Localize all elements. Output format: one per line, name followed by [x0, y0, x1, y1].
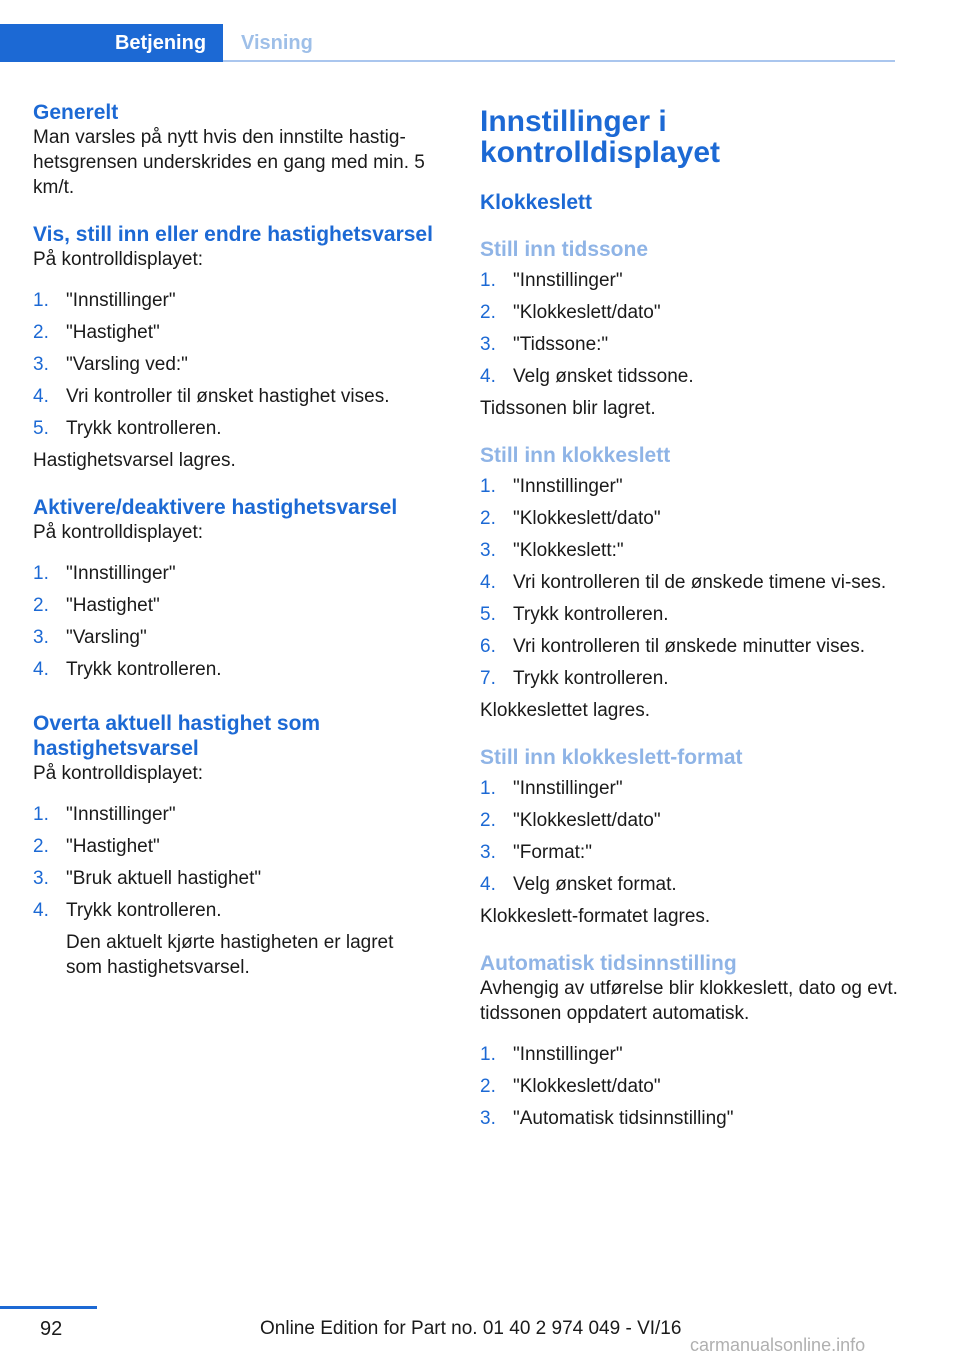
step-number: 2.: [480, 810, 496, 831]
step-number: 2.: [33, 836, 49, 857]
step-text: "Innstillinger": [513, 1044, 623, 1065]
step-number: 2.: [480, 1076, 496, 1097]
step-text: Trykk kontrolleren.: [513, 668, 669, 689]
step-text: "Format:": [513, 842, 592, 863]
steps-list-vis: [33, 288, 433, 441]
step-item: [480, 872, 900, 897]
step-item: [480, 808, 900, 833]
steps-list-overta: [33, 802, 433, 923]
steps-list-tidssone: [480, 268, 900, 389]
step-item: [33, 898, 433, 923]
step-text: "Automatisk tidsinnstilling": [513, 1108, 734, 1129]
step-number: 4.: [480, 572, 496, 593]
step-number: 4.: [480, 366, 496, 387]
step-text: Vri kontroller til ønsket hastighet vises.: [66, 386, 390, 407]
step-item: [480, 634, 900, 659]
step-text: "Klokkeslett/dato": [513, 302, 661, 323]
result-text: Hastighetsvarsel lagres.: [33, 450, 236, 471]
step-text: Velg ønsket format.: [513, 874, 677, 895]
step-note: Den aktuelt kjørte hastigheten er lagret som hastighetsvarsel.: [66, 932, 394, 978]
step-item: [480, 506, 900, 531]
right-column: [480, 100, 900, 1138]
step-number: 3.: [480, 842, 496, 863]
step-item: [33, 834, 433, 859]
step-text: Trykk kontrolleren.: [66, 900, 222, 921]
step-item: [480, 300, 900, 325]
step-number: 2.: [480, 508, 496, 529]
step-number: 1.: [480, 476, 496, 497]
generelt-text: Man varsles på nytt hvis den innstilte hastig-hetsgrensen underskrides en gang med min. 5 km/t.: [33, 127, 425, 198]
step-number: 3.: [480, 1108, 496, 1129]
step-item: [480, 602, 900, 627]
step-text: "Tidssone:": [513, 334, 609, 355]
page-header: [0, 0, 960, 64]
step-number: 1.: [480, 778, 496, 799]
step-item: [33, 352, 433, 377]
automatisk-text: Avhengig av utførelse blir klokkeslett, dato og evt. tidssonen oppdatert automatisk.: [480, 978, 898, 1024]
step-text: "Innstillinger": [66, 804, 176, 825]
step-text: Trykk kontrolleren.: [66, 659, 222, 680]
step-text: "Innstillinger": [513, 476, 623, 497]
step-item: [480, 268, 900, 293]
step-item: [33, 288, 433, 313]
step-number: 1.: [33, 804, 49, 825]
steps-list-klokkeslett: [480, 474, 900, 691]
section-intro: På kontrolldisplayet:: [33, 522, 204, 543]
steps-list-automatisk: [480, 1042, 900, 1131]
section-heading-vis: Vis, still inn eller endre hastighetsvarsel: [33, 223, 433, 246]
step-item: [480, 776, 900, 801]
edition-text: Online Edition for Part no. 01 40 2 974 049 - VI/16: [260, 1318, 682, 1339]
step-number: 4.: [480, 874, 496, 895]
page-number: 92: [40, 1318, 63, 1340]
step-item: [480, 570, 900, 595]
step-number: 6.: [480, 636, 496, 657]
step-number: 3.: [33, 627, 49, 648]
subheading-automatisk: Automatisk tidsinnstilling: [480, 952, 737, 975]
header-rule: [223, 60, 895, 62]
left-column: [33, 100, 433, 980]
step-number: 5.: [480, 604, 496, 625]
step-item: [480, 538, 900, 563]
step-item: [33, 866, 433, 891]
step-text: "Klokkeslett/dato": [513, 508, 661, 529]
step-number: 1.: [480, 270, 496, 291]
step-item: [33, 593, 433, 618]
step-text: "Innstillinger": [66, 563, 176, 584]
step-text: Velg ønsket tidssone.: [513, 366, 694, 387]
step-text: "Klokkeslett:": [513, 540, 624, 561]
step-item: [33, 561, 433, 586]
step-number: 7.: [480, 668, 496, 689]
step-text: "Innstillinger": [66, 290, 176, 311]
step-item: [480, 364, 900, 389]
step-item: [480, 666, 900, 691]
footer-rule: [0, 1306, 97, 1309]
step-number: 3.: [33, 868, 49, 889]
step-text: "Hastighet": [66, 836, 160, 857]
step-text: "Innstillinger": [513, 778, 623, 799]
step-text: "Klokkeslett/dato": [513, 1076, 661, 1097]
step-number: 2.: [33, 595, 49, 616]
step-item: [480, 1074, 900, 1099]
step-text: "Innstillinger": [513, 270, 623, 291]
step-number: 3.: [480, 334, 496, 355]
result-text: Klokkeslett-formatet lagres.: [480, 906, 711, 927]
step-text: "Varsling ved:": [66, 354, 188, 375]
result-text: Klokkeslettet lagres.: [480, 700, 651, 721]
step-number: 4.: [33, 900, 49, 921]
step-number: 4.: [33, 386, 49, 407]
section-intro: På kontrolldisplayet:: [33, 763, 204, 784]
step-item: [33, 802, 433, 827]
step-text: Vri kontrolleren til de ønskede timene vi-ses.: [513, 572, 887, 593]
step-number: 3.: [33, 354, 49, 375]
step-text: "Bruk aktuell hastighet": [66, 868, 262, 889]
subheading-klokkeslett: Still inn klokkeslett: [480, 444, 671, 467]
step-item: [480, 474, 900, 499]
section-heading-aktivere: Aktivere/deaktivere hastighetsvarsel: [33, 496, 398, 519]
subheading-tidssone: Still inn tidssone: [480, 238, 649, 261]
step-item: [33, 320, 433, 345]
steps-list-format: [480, 776, 900, 897]
step-text: "Varsling": [66, 627, 147, 648]
step-number: 2.: [480, 302, 496, 323]
tab-visning-label[interactable]: Visning: [241, 32, 313, 54]
step-number: 1.: [33, 290, 49, 311]
section-heading-overta: Overta aktuell hastighet som hastighetsvarsel: [33, 712, 321, 760]
step-text: Vri kontrolleren til ønskede minutter vises.: [513, 636, 865, 657]
tab-betjening-label[interactable]: Betjening: [114, 32, 207, 54]
step-number: 1.: [480, 1044, 496, 1065]
step-number: 5.: [33, 418, 49, 439]
step-item: [480, 840, 900, 865]
step-text: "Hastighet": [66, 595, 160, 616]
result-text: Tidssonen blir lagret.: [480, 398, 656, 419]
step-item: [480, 332, 900, 357]
step-item: [33, 625, 433, 650]
section-intro: På kontrolldisplayet:: [33, 249, 204, 270]
step-item: [33, 384, 433, 409]
step-text: Trykk kontrolleren.: [66, 418, 222, 439]
step-number: 4.: [33, 659, 49, 680]
step-text: "Klokkeslett/dato": [513, 810, 661, 831]
step-text: Trykk kontrolleren.: [513, 604, 669, 625]
watermark: carmanualsonline.info: [690, 1335, 866, 1355]
step-item: [480, 1042, 900, 1067]
step-text: "Hastighet": [66, 322, 160, 343]
steps-list-aktivere: [33, 561, 433, 682]
step-number: 1.: [33, 563, 49, 584]
generelt-heading: Generelt: [33, 101, 119, 124]
step-item: [33, 416, 433, 441]
step-number: 3.: [480, 540, 496, 561]
step-item: [480, 1106, 900, 1131]
subheading-format: Still inn klokkeslett-format: [480, 746, 743, 769]
step-number: 2.: [33, 322, 49, 343]
section-heading-klokkeslett: Klokkeslett: [480, 191, 593, 214]
page-title: Innstillinger i kontrolldisplayet: [480, 105, 721, 169]
step-item: [33, 657, 433, 682]
